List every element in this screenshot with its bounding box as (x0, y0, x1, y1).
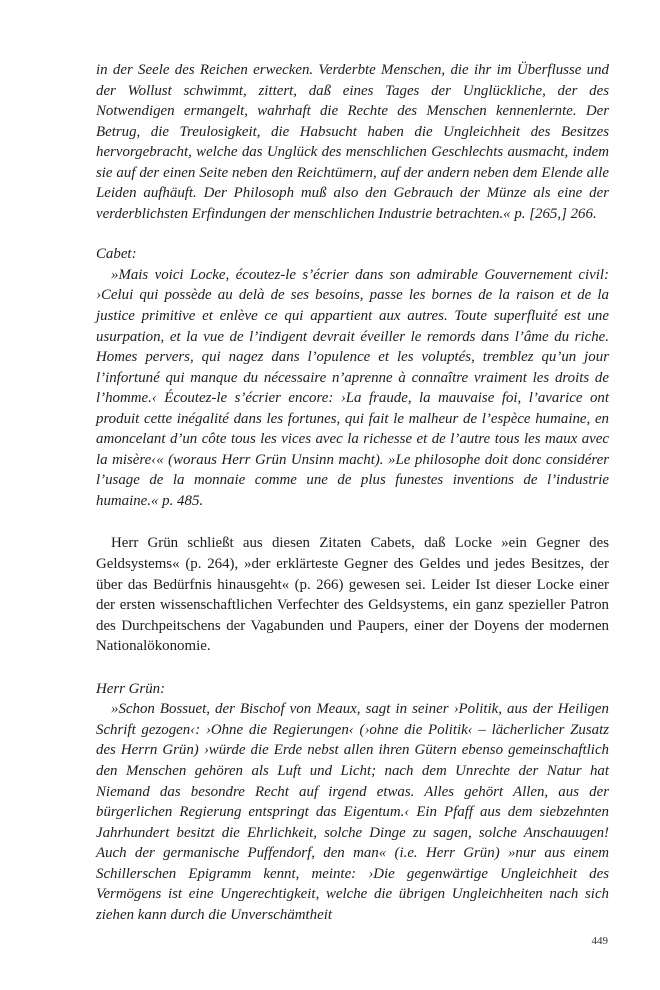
page-body (96, 60, 609, 925)
paragraph-cabet-quote: »Mais voici Locke, écoutez-le s’écrier dans son admirable Gouvernement civil: ›Celui qui possède au delà de ses besoins, passe les bornes de la raison et de la justice primitive et enlève ce qui appartient aux autres. Toute superfluité est une usurpation, et la vue de l’indigent devrait éveiller le remords dans l’âme du riche. Homes pervers, qui nagez dans l’opulence et les voluptés, tremblez qu’un jour l’infortuné qui manque du nécessaire n’aprenne à connaître vraiment les droits de l’homme.‹ Écoutez-le s’écrier encore: ›La fraude, la mauvaise foi, l’avarice ont produit cette inégalité dans les fortunes, qui fait le malheur de l’espèce humaine, en amoncelant d’un côte tous les vices avec la richesse et de l’autre tous les maux avec la misère‹« (woraus Herr Grün Unsinn macht). »Le philosophe doit donc considérer l’usage de la monnaie comme une de plus funestes inventions de l’industrie humaine.« p. 485. (96, 266, 609, 509)
paragraph-gruen-quote: »Schon Bossuet, der Bischof von Meaux, sagt in seiner ›Politik, aus der Heiligen Schrift gezogen‹: ›Ohne die Regierungen‹ (›ohne die Politik‹ – lächerlicher Zusatz des Herrn Grün) ›würde die Erde nebst allen ihren Gütern ebenso gemeinschaftlich den Menschen gehören als Luft und Licht; nach dem Unrechte der Natur hat Niemand das besondre Recht auf irgend etwas. Alles gehört Allen, aus der bürgerlichen Regierung entspringt das Eigentum.‹ Ein Pfaff aus dem siebzehnten Jahrhundert besitzt die Ehrlichkeit, solche Dinge zu sagen, solche Anschauugen! Auch der germanische Puffendorf, den man« (i.e. Herr Grün) »nur aus einem Schillerschen Epigramm kennt, meinte: ›Die gegenwärtige Ungleichheit des Vermögens ist eine Ungerechtigkeit, welche die übrigen Ungleichheiten nach sich ziehen kann durch die Unverschämtheit (96, 701, 609, 923)
paragraph-main-text: Herr Grün schließt aus diesen Zitaten Cabets, daß Locke »ein Gegner des Geldsystems« (p. 264), »der erklärteste Gegner des Geldes und jedes Besitzes, der über das Bedürfnis hinausgeht« (p. 266) gewesen sei. Leider Ist dieser Locke einer der ersten wissenschaftlichen Verfechter des Geldsystems, ein ganz spezieller Patron des Durchpeitschens der Vagabunden und Paupers, einer der Doyens der modernen Nationalökonomie. (96, 535, 609, 655)
quote-label-cabet: Cabet: (96, 246, 137, 263)
quote-label-gruen: Herr Grün: (96, 680, 166, 697)
paragraph-quote-continuation: in der Seele des Reichen erwecken. Verderbte Menschen, die ihr im Überflusse und der Wollust schwimmt, zittert, daß eines Tages der Unglückliche, der des Notwendigen ermangelt, wahrhaft die Rechte des Menschen kennenlernte. Der Betrug, die Treulosigkeit, die Habsucht haben die Ungleichheit des Besitzes hervorgebracht, welche das Unglück des menschlichen Geschlechts ausmacht, indem sie auf der einen Seite neben den Reichtümern, auf der andern neben dem Elende alle Leiden aufhäuft. Der Philosoph muß also den Gebrauch der Münze als eine der verderblichsten Erfindungen der menschlichen Industrie betrachten.« p. [265,] 266. (96, 62, 609, 222)
page-number: 449 (591, 935, 608, 947)
